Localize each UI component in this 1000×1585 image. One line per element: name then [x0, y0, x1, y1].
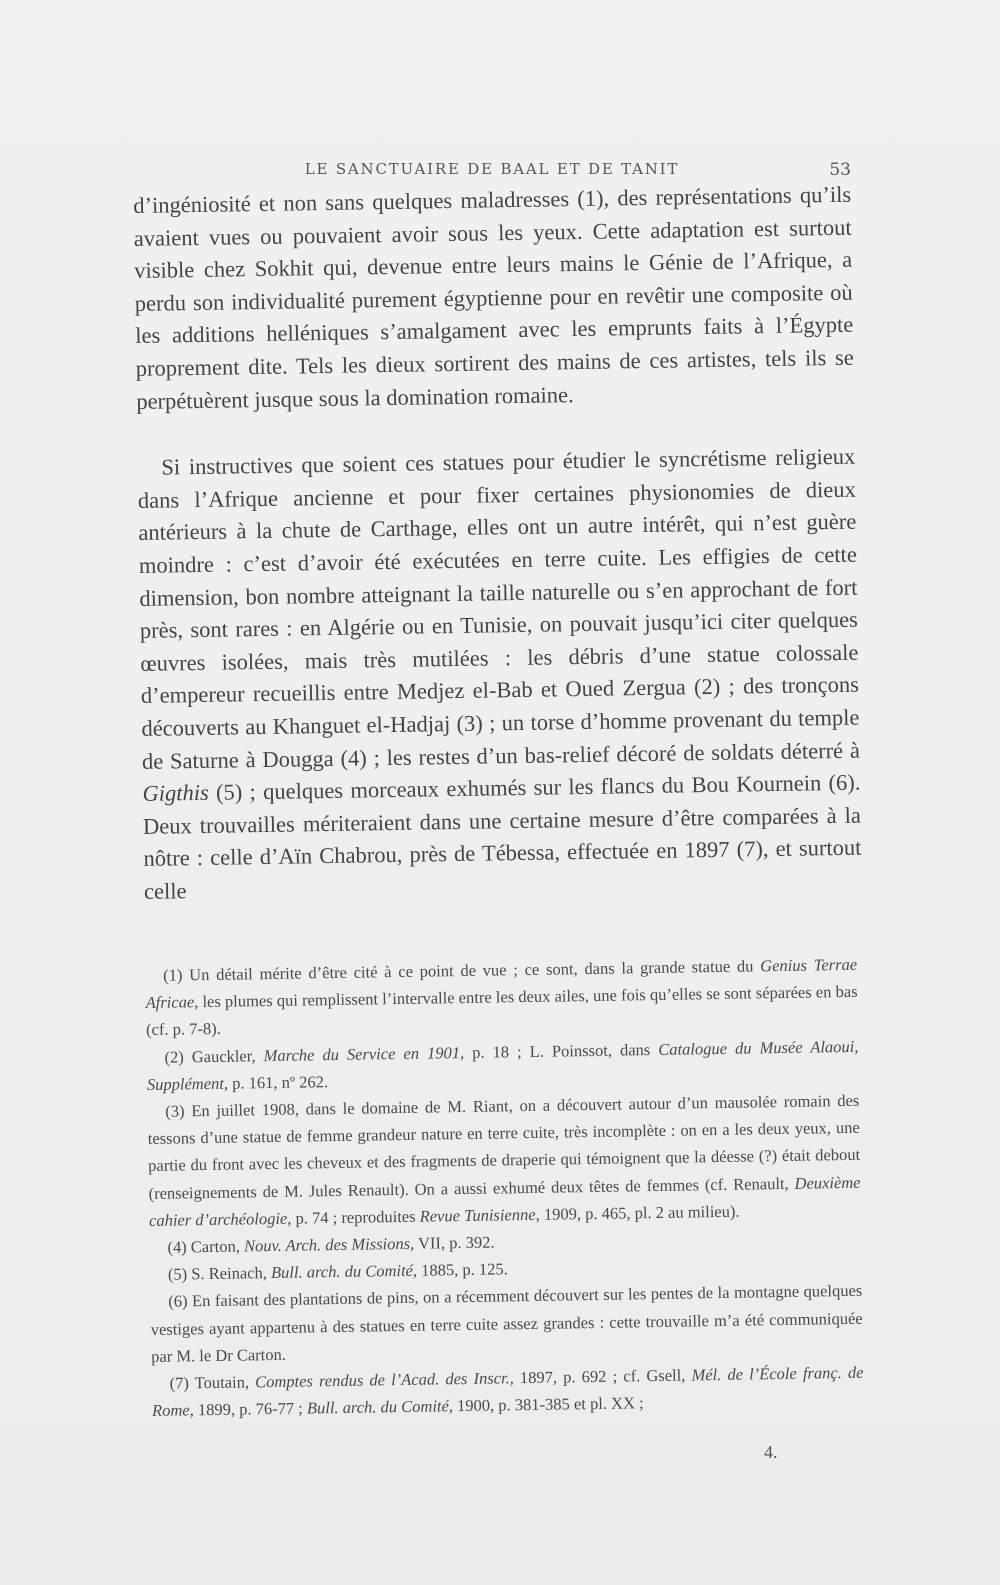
- footnote-3-italic: Deuxième cahier d’archéologie,: [148, 1172, 861, 1230]
- page-number: 53: [829, 160, 851, 180]
- footnote-5-italic: Bull. arch. du Comité,: [270, 1261, 418, 1283]
- footnote-7-text-end: 1900, p. 381-385 et pl. XX ;: [452, 1393, 644, 1416]
- paragraph-2: [137, 441, 862, 909]
- body-text: [133, 179, 862, 909]
- paragraph-2-italic: Gigthis: [142, 779, 209, 807]
- footnote-5-text-end: 1885, p. 125.: [416, 1259, 508, 1280]
- footnotes: [145, 951, 864, 1425]
- signature-mark: 4.: [764, 1442, 778, 1462]
- running-title: LE SANCTUAIRE DE BAAL ET DE TANIT: [304, 160, 680, 178]
- footnote-3-text-end: 1909, p. 465, pl. 2 au milieu).: [539, 1201, 740, 1224]
- footnote-2-text-mid: p. 18 ; L. Poinssot, dans: [464, 1039, 659, 1062]
- footnote-1: [145, 951, 858, 1044]
- footnote-4-text-end: VII, p. 392.: [414, 1232, 495, 1253]
- footnote-6: (6) En faisant des plantations de pins, on a récemment découvert sur les pentes de la montagne quelques vestiges ayant appartenu à des statues en terre cuite assez grandes : cette trouvaille m’a été communiquée par M. le Dr Carton.: [150, 1281, 863, 1366]
- footnote-7-italic-2: Mél. de l’École franç. de Rome,: [151, 1362, 864, 1421]
- footnote-2-text: (2) Gauckler,: [164, 1045, 264, 1067]
- footnote-3-italic-2: Revue Tunisienne,: [419, 1204, 540, 1226]
- footnote-4-italic: Nouv. Arch. des Missions,: [243, 1233, 415, 1256]
- footnote-3: [147, 1087, 861, 1234]
- footnote-5-text: (5) S. Reinach,: [167, 1263, 272, 1284]
- footnote-1-italic: Genius Terrae Africae,: [145, 954, 858, 1013]
- footnote-3-text: (3) En juillet 1908, dans le domaine de M. Riant, on a découvert autour d’un mausolée romain des tessons d’une statue de femme grandeur nature en terre cuite, très incomplète : on en a les deux yeux, une partie du front avec les cheveux et des fragments de draperie qui témoignent que la déesse (?) était debout (renseignements de M. Jules Renault). On a aussi exhumé deux têtes de femmes (cf. Renault,: [147, 1090, 861, 1203]
- paragraph-2-text-b: (5) ; quelques morceaux exhumés sur les flancs du Bou Kournein (6). Deux trouvailles mériteraient dans une certaine mesure d’être comparées à la nôtre : celle d’Aïn Chabrou, près de Tébessa, effectuée en 1897 (7), et surtout celle: [142, 769, 862, 904]
- footnote-7-italic-3: Bull. arch. du Comité,: [306, 1396, 454, 1418]
- footnote-7-italic: Comptes rendus de l’Acad. des Inscr.,: [254, 1368, 514, 1392]
- footnote-4-text: (4) Carton,: [167, 1236, 245, 1257]
- footnote-1-text: (1) Un détail mérite d’être cité à ce point de vue ; ce sont, dans la grande statue du: [163, 956, 761, 985]
- footnote-7-text-mid: 1897, p. 692 ; cf. Gsell,: [513, 1365, 692, 1388]
- footnote-7: [151, 1359, 864, 1425]
- footnote-1-text-end: les plumes qui remplissent l’intervalle entre les deux ailes, une fois qu’elles se sont séparées en bas (cf. p. 7-8).: [145, 982, 858, 1040]
- footnote-7-text: (7) Toutain,: [169, 1372, 256, 1393]
- footnote-2-italic-2: Catalogue du Musée Alaoui, Supplément,: [146, 1036, 859, 1094]
- footnote-2-italic: Marche du Service en 1901,: [263, 1042, 465, 1065]
- footnote-3-text-mid: p. 74 ; reproduites: [291, 1206, 420, 1228]
- paragraph-1: d’ingéniosité et non sans quelques maladresses (1), des représentations qu’ils avaient vues ou pouvaient avoir sous les yeux. Cette adaptation est surtout visible chez Sokhit qui, devenue entre leurs mains le Génie de l’Afrique, a perdu son individualité purement égyptienne pour en revêtir une composite où les additions helléniques s’amalgament avec les emprunts faits à l’Égypte proprement dite. Tels les dieux sortirent des mains de ces artistes, tels ils se perpétuèrent jusque sous la domination romaine.: [133, 181, 854, 414]
- footnote-2-text-end: p. 161, nº 262.: [227, 1071, 329, 1093]
- footnote-7-text-mid-2: 1899, p. 76-77 ;: [193, 1398, 308, 1420]
- paragraph-2-text-a: Si instructives que soient ces statues pour étudier le syncrétisme religieux dans l’Afrique ancienne et pour fixer certaines physionomies de dieux antérieurs à la chute de Carthage, elles ont un autre intérêt, qui n’est guère moindre : c’est d’avoir été exécutées en terre cuite. Les effigies de cette dimension, bon nombre atteignant la taille naturelle ou s’en approchant de fort près, sont rares : en Algérie ou en Tunisie, on pouvait jusqu’ici citer quelques œuvres isolées, mais très mutilées : les débris d’une statue colossale d’empereur recueillis entre Medjez el-Bab et Oued Zergua (2) ; des tronçons découverts au Khanguet el-Hadjaj (3) ; un torse d’homme provenant du temple de Saturne à Dougga (4) ; les restes d’un bas-relief décoré de soldats déterré à: [137, 443, 861, 774]
